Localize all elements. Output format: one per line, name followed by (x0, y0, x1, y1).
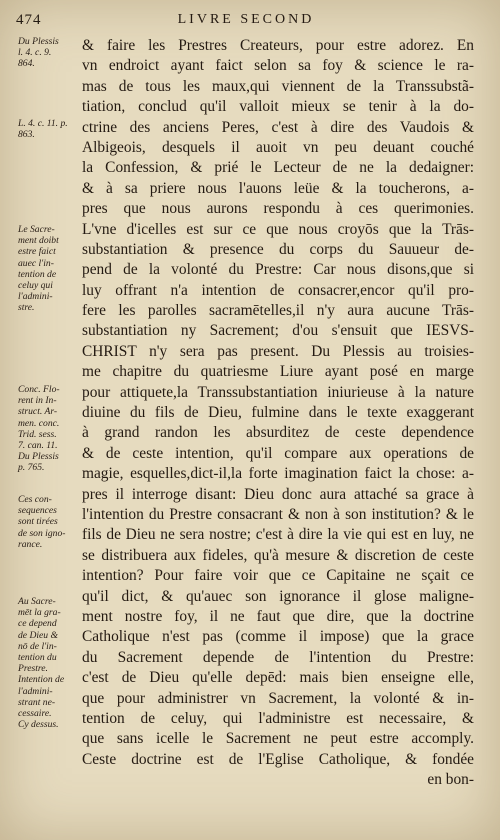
text-line: substantiation & presence du corps du Sauueur de- (82, 240, 474, 258)
text-line: ment nostre foy, il ne faut que dire, que la doctrine (82, 607, 474, 625)
text-line: Catholique n'est pas (comme il impose) que la grace (82, 628, 474, 646)
margin-note: Conc. Flo- rent in In- struct. Ar- men. conc. Trid. sess. 7. can. 11. Du Plessis p. 765. (18, 384, 60, 474)
text-line: L'vne d'icelles est sur ce que nous croyōs que la Trās- (82, 220, 474, 238)
text-line: pour attiquete,la Transsubstantiation iniurieuse à la nature (82, 383, 474, 401)
page-number: 474 (16, 12, 42, 28)
text-line: que sans icelle le Sacrement ne peut estre accomply. (82, 730, 474, 748)
text-line: c'est de Dieu qu'elle depēd: mais bien enseigne elle, (82, 669, 474, 687)
margin-note: L. 4. c. 11. p. 863. (18, 118, 68, 141)
text-line: CHRIST n'y sera pas present. Du Plessis au troisies- (82, 342, 474, 360)
text-line: tention de celuy, qui l'administre est necessaire, & (82, 709, 474, 727)
text-line: pend de la volonté du Prestre: Car nous disons,que si (82, 261, 474, 279)
text-line: ctrine des anciens Peres, c'est à dire des Vaudois & (82, 118, 474, 136)
catchword: en bon- (427, 771, 474, 789)
text-line: du Sacrement depende de l'intention du Prestre: (82, 648, 474, 666)
text-line: & à sa priere nous l'auons leüe & la toucherons, a- (82, 179, 474, 197)
running-head: LIVRE SECOND (177, 12, 315, 27)
text-line: pres il interroge disant: Dieu donc aura attaché sa grace à (82, 485, 474, 503)
text-line: magie, esquelles,dict-il,la forte imagination faict la chose: a- (82, 465, 474, 483)
text-line: vn endroict ayant faict selon sa foy & science le ra- (82, 57, 474, 75)
body-text (82, 36, 474, 790)
text-line: que pour administrer vn Sacrement, la volonté & in- (82, 689, 474, 707)
text-line: & faire les Prestres Createurs, pour estre adorez. En (82, 37, 474, 54)
text-line: Albigeois, desquels il auoit vn peu deuant couché (82, 138, 474, 156)
text-line: intention? Pour faire voir que ce Capitaine ne sçait ce (82, 567, 474, 585)
text-line: se distribuera aux fideles, qu'à mesure & discretion de ceste (82, 546, 474, 564)
text-line: substantiation ny Sacrement; d'ou s'ensuit que IESVS- (82, 322, 474, 340)
text-line: à grand randon les absurditez de ceste dependence (82, 424, 474, 442)
text-line: fils de Dieu ne sera nostre; c'est à dire la vie qui est en luy, ne (82, 526, 474, 544)
margin-note: Au Sacre- mēt la gra- ce depend de Dieu & nō de l'in- tention du Prestre. Intention de l'admini- strant ne- cessaire. Cy dessus. (18, 596, 65, 731)
page-header (16, 12, 476, 34)
margin-note: Ces con- sequences sont tirées de son igno- rance. (18, 494, 66, 550)
text-line: me chapitre du quatriesme Liure ayant posé en marge (82, 363, 474, 381)
margin-note: Du Plessis l. 4. c. 9. 864. (18, 36, 59, 70)
margin-note: Le Sacre- ment doibt estre faict auec l'in- tention de celuy qui l'admini- stre. (18, 224, 59, 314)
text-line: la Confession, & prié le Lecteur de ne la dedaigner: (82, 159, 474, 177)
text-line: l'intention du Prestre consacrant & non à son institution? & le (82, 505, 474, 523)
text-line: mas de tous les maux,qui viennent de la Transsubstã- (82, 77, 474, 95)
text-line: fere les parolles sacramētelles,il n'y aura aucune Trās- (82, 302, 474, 320)
text-line: Ceste doctrine est de l'Eglise Catholique, & fondée (82, 750, 474, 768)
text-line: tiation, conclud qu'il valloit mieux se tenir à la do- (82, 98, 474, 116)
text-line: qu'il dict, & qu'auec son ignorance il glose maligne- (82, 587, 474, 605)
text-line: diuine du fils de Dieu, fulmine dans le texte exaggerant (82, 404, 474, 422)
text-line: luy offrant n'a intention de consacrer,encor qu'il pro- (82, 281, 474, 299)
text-line: pres que nous aurons respondu à ces querimonies. (82, 200, 474, 218)
text-line: & de ceste intention, qu'il compare aux operations de (82, 444, 474, 462)
